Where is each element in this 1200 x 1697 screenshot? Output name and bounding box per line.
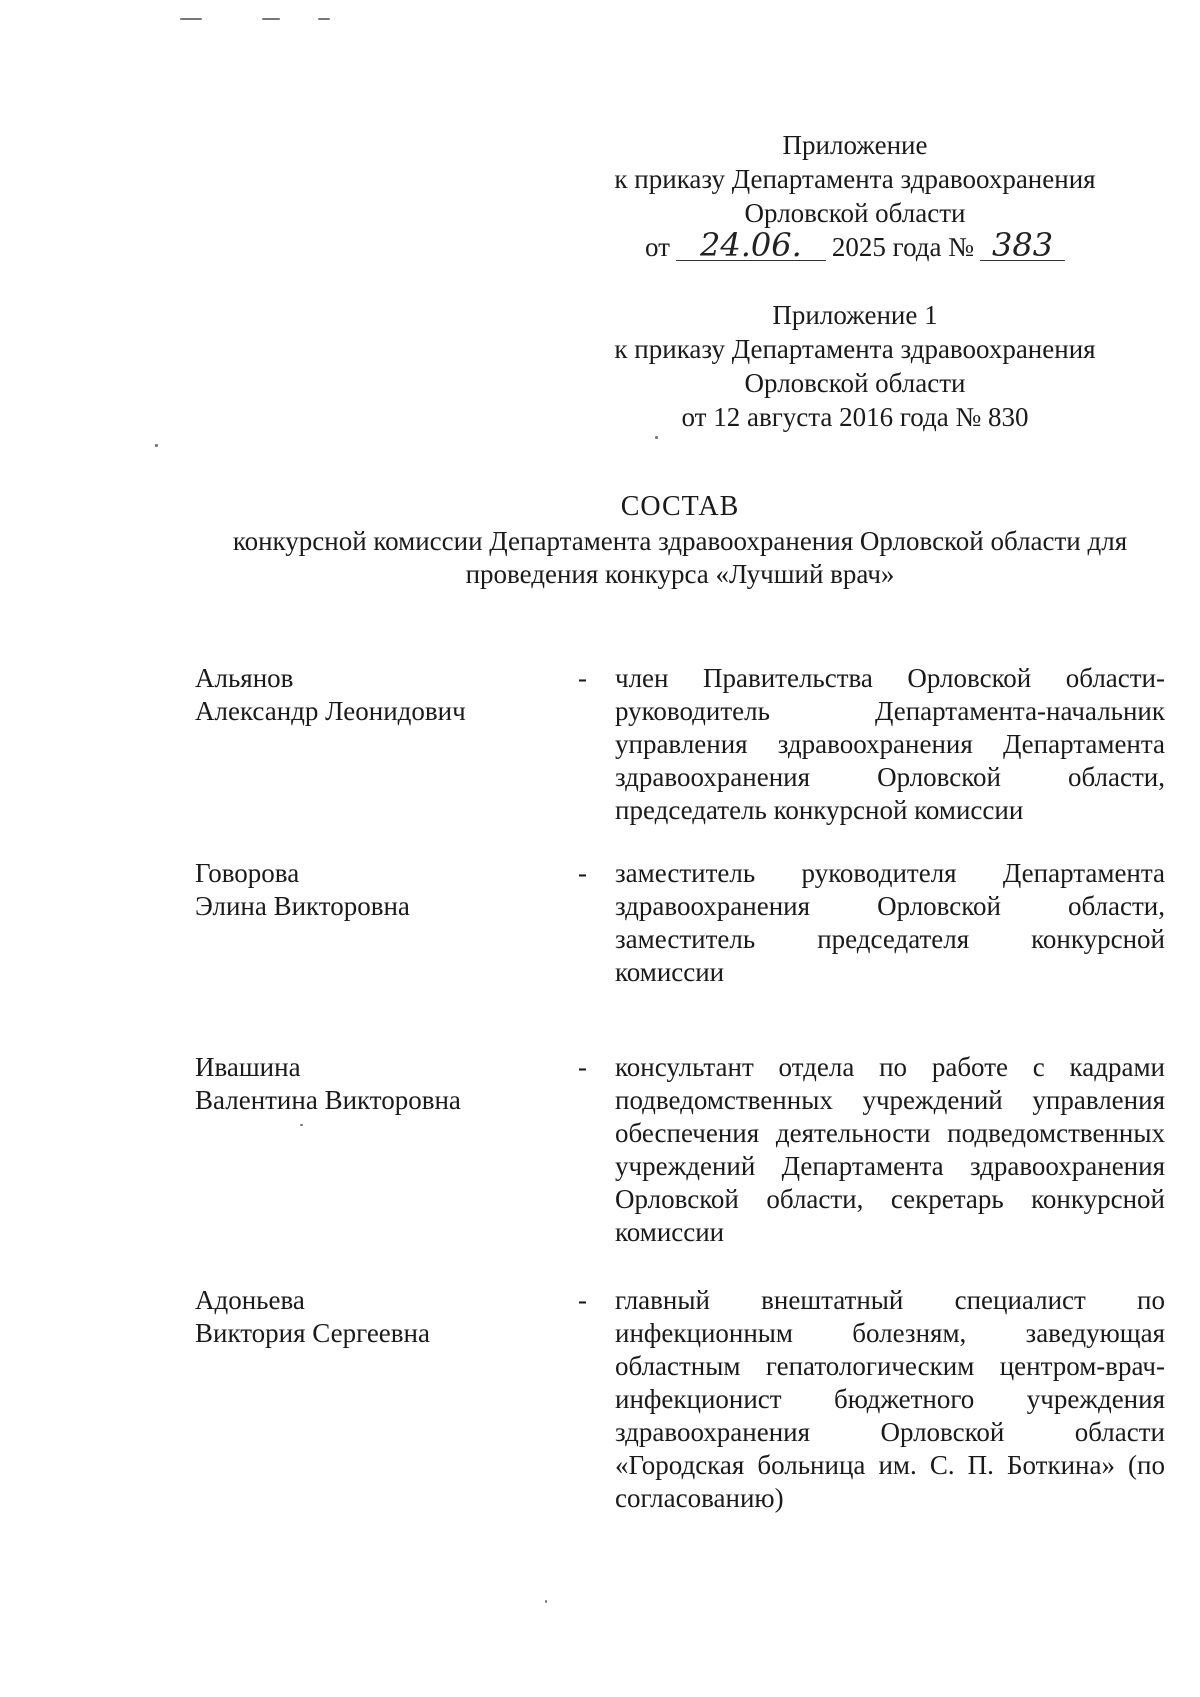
approval-header — [560, 128, 1150, 264]
member-given-names: Виктория Сергеевна — [195, 1318, 430, 1348]
member-role: главный внештатный специалист по инфекционным болезням, заведующая областным гепатологическим центром-врач-инфекционист бюджетного учреждения здравоохранения Орловской области «Городская больница им. С. П. Боткина» (по согласованию) — [615, 1285, 1165, 1513]
member-dash: - — [578, 663, 587, 693]
member-surname: Говорова — [195, 858, 300, 888]
member-given-names: Элина Викторовна — [195, 891, 410, 921]
order-prefix: от — [644, 232, 670, 262]
handwritten-date: 24.06. — [676, 230, 826, 261]
member-surname: Адоньева — [195, 1285, 305, 1315]
appendix-line-3: Орловской области — [744, 368, 966, 398]
scan-artifact — [655, 436, 658, 439]
member-dash: - — [578, 1285, 587, 1315]
appendix-header — [560, 298, 1150, 434]
member-dash: - — [578, 1052, 587, 1082]
document-title — [180, 490, 1180, 591]
member-role: заместитель руководителя Департамента здравоохранения Орловской области, заместитель председателя конкурсной комиссии — [615, 858, 1165, 987]
approval-line-2: к приказу Департамента здравоохранения — [614, 164, 1096, 194]
order-year-text: 2025 года № — [831, 232, 975, 262]
member-given-names: Валентина Викторовна — [195, 1085, 461, 1115]
title-heading: СОСТАВ — [620, 491, 740, 522]
member-role: консультант отдела по работе с кадрами подведомственных учреждений управления обеспечения деятельности подведомственных учреждений Департамента здравоохранения Орловской области, секретарь конкурсной комиссии — [615, 1052, 1165, 1247]
title-line-1: конкурсной комиссии Департамента здравоохранения Орловской области для — [232, 526, 1128, 556]
scan-artifact — [318, 18, 330, 20]
scan-artifact — [262, 18, 280, 20]
appendix-line-2: к приказу Департамента здравоохранения — [614, 334, 1096, 364]
member-surname: Ивашина — [195, 1052, 301, 1082]
handwritten-number: 383 — [980, 230, 1065, 261]
title-line-2: проведения конкурса «Лучший врач» — [465, 559, 895, 589]
scan-artifact — [545, 1600, 547, 1603]
member-name — [195, 662, 575, 728]
member-name — [195, 1284, 575, 1350]
scan-artifact — [155, 444, 158, 447]
appendix-line-4: от 12 августа 2016 года № 830 — [681, 402, 1029, 432]
member-name — [195, 857, 575, 923]
member-role: член Правительства Орловской области-руководитель Департамента-начальник управления здравоохранения Департамента здравоохранения Орловской области, председатель конкурсной комиссии — [615, 663, 1165, 825]
member-surname: Альянов — [195, 663, 294, 693]
approval-order-line — [560, 226, 1150, 264]
member-dash: - — [578, 858, 587, 888]
member-given-names: Александр Леонидович — [195, 696, 466, 726]
member-name — [195, 1051, 575, 1117]
approval-line-3: Орловской области — [744, 198, 966, 228]
scan-artifact — [300, 1124, 303, 1126]
scan-artifact — [180, 18, 202, 20]
appendix-line-1: Приложение 1 — [772, 300, 938, 330]
approval-line-1: Приложение — [782, 130, 928, 160]
